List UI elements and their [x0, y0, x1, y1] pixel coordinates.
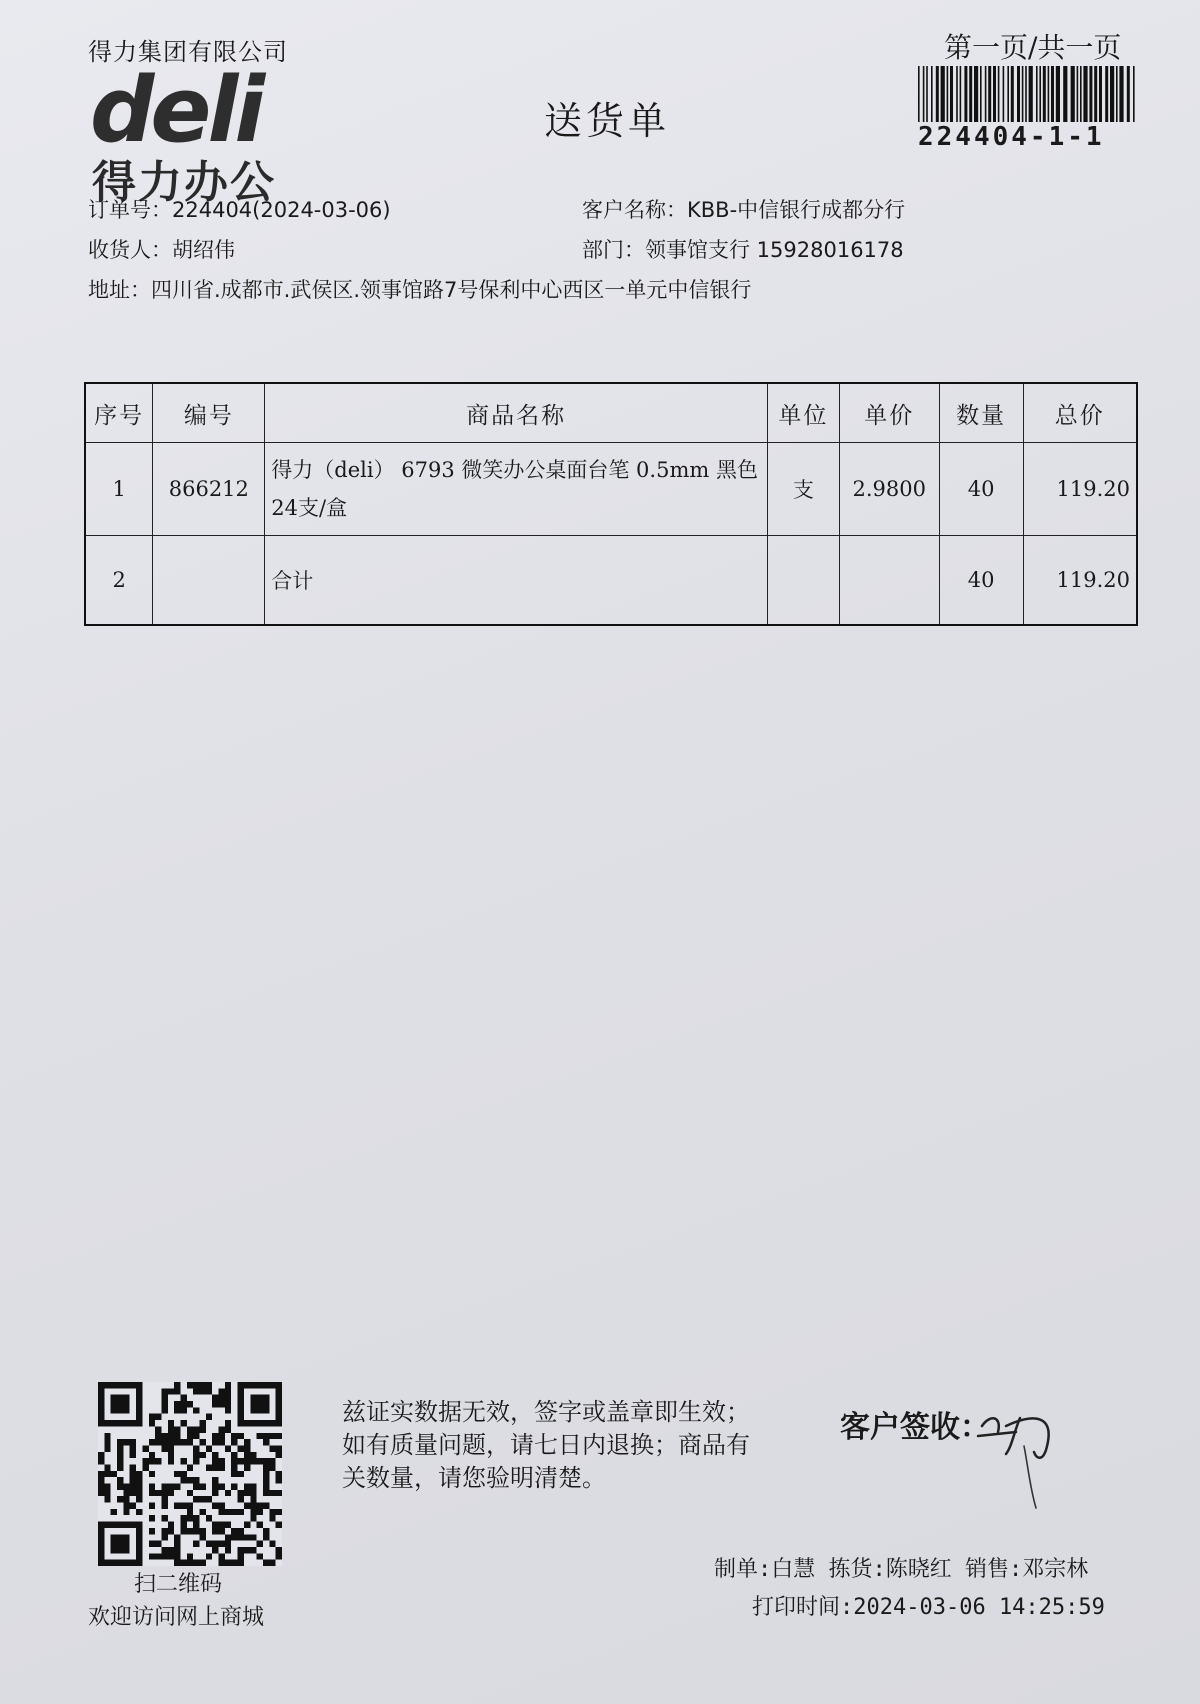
cell-product: 合计	[265, 536, 768, 626]
barcode	[918, 66, 1138, 122]
cell-code: 866212	[153, 443, 265, 536]
qr-code[interactable]	[98, 1382, 282, 1566]
deli-logo: deli	[90, 58, 262, 163]
department: 部门：领事馆支行 15928016178	[582, 238, 904, 262]
col-header-total: 总价	[1023, 383, 1137, 443]
cell-product: 得力（deli） 6793 微笑办公桌面台笔 0.5mm 黑色 24支/盒	[265, 443, 768, 536]
qr-caption-shop: 欢迎访问网上商城	[88, 1605, 265, 1630]
cell-quantity: 40	[939, 443, 1023, 536]
table-row-total	[85, 536, 1137, 626]
items-table	[84, 382, 1138, 626]
col-header-code: 编号	[153, 383, 265, 443]
cell-unit	[767, 536, 839, 626]
col-header-index: 序号	[85, 383, 153, 443]
col-header-quantity: 数量	[939, 383, 1023, 443]
cell-total: 119.20	[1023, 443, 1137, 536]
handwritten-signature	[976, 1392, 1076, 1512]
cell-code	[153, 536, 265, 626]
print-time: 打印时间:2024-03-06 14:25:59	[752, 1595, 1105, 1620]
notice-text: 兹证实数据无效，签字或盖章即生效；如有质量问题，请七日内退换；商品有关数量，请您验明清楚。	[342, 1398, 750, 1492]
cell-unit-price: 2.9800	[839, 443, 939, 536]
table-header-row	[85, 383, 1137, 443]
table-row	[85, 443, 1137, 536]
cell-index: 1	[85, 443, 153, 536]
cell-unit: 支	[767, 443, 839, 536]
cell-unit-price	[839, 536, 939, 626]
col-header-unit-price: 单价	[839, 383, 939, 443]
cell-index: 2	[85, 536, 153, 626]
customer-name: 客户名称：KBB-中信银行成都分行	[582, 198, 906, 222]
cell-quantity: 40	[939, 536, 1023, 626]
page-indicator: 第一页/共一页	[944, 31, 1122, 64]
staff-info: 制单:白慧 拣货:陈晓红 销售:邓宗林	[714, 1557, 1089, 1582]
logo-subtitle: 得力办公	[92, 157, 276, 208]
cell-total: 119.20	[1023, 536, 1137, 626]
barcode-number: 224404-1-1	[918, 122, 1105, 152]
order-number: 订单号：224404(2024-03-06)	[88, 198, 391, 222]
qr-caption: 扫二维码	[134, 1572, 223, 1597]
company-name: 得力集团有限公司	[88, 38, 288, 66]
col-header-unit: 单位	[767, 383, 839, 443]
document-title: 送货单	[544, 99, 671, 143]
delivery-address: 地址：四川省.成都市.武侯区.领事馆路7号保利中心西区一单元中信银行	[88, 278, 752, 302]
receiver-name: 收货人：胡绍伟	[88, 238, 235, 262]
customer-signature-label: 客户签收：	[840, 1410, 990, 1445]
col-header-product: 商品名称	[265, 383, 768, 443]
